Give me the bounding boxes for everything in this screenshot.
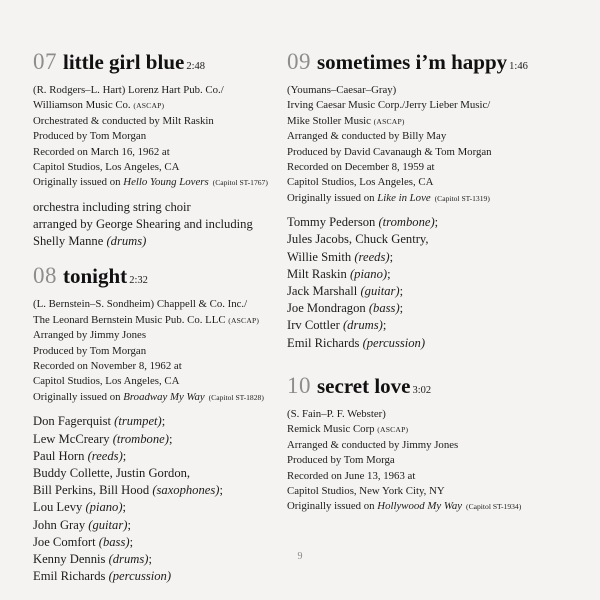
separator: ; [122,500,127,515]
credit-line [287,422,587,437]
track-credits [33,83,305,191]
personnel-line [33,482,305,499]
credit-line [33,344,305,359]
musician-name: John Gray [33,517,89,532]
musician-name: Paul Horn [33,448,88,463]
credit-line [287,469,587,484]
credit-line [33,175,305,190]
musician-name: Tommy Pederson [287,215,379,230]
credit-text: The Leonard Bernstein Music Pub. Co. LLC [33,313,229,326]
personnel-line [287,300,587,317]
instrument: (guitar) [360,284,400,299]
musician-name: Jack Marshall [287,284,361,299]
track-number: 10 [287,372,311,398]
track-heading [287,374,587,403]
instrument: (drums) [108,551,149,566]
personnel-line [33,448,305,465]
rights-org: (ASCAP) [377,425,409,435]
musician-name: Emil Richards [287,335,363,350]
musician-name: Shelly Manne [33,234,107,249]
track-heading [33,264,305,293]
catalog-number: (Capitol ST-1934) [466,502,522,512]
musician-name: Kenny Dennis [33,551,109,566]
track-duration: 3:02 [412,384,432,396]
credit-line [287,453,587,468]
separator: ; [129,534,134,549]
track-duration: 2:48 [186,61,205,72]
personnel-line [287,335,587,352]
credit-text: Produced by Tom Morgan [33,130,147,143]
credit-text: Arranged & conducted by Billy May [287,130,447,143]
album-title: Hollywood My Way [377,500,463,513]
instrument: (reeds) [354,249,390,264]
credit-line [33,374,305,389]
credit-line [33,114,305,129]
musician-name: Lou Levy [33,500,86,515]
personnel-line [33,431,305,448]
credit-line [33,160,305,175]
credit-line [287,438,587,453]
album-title: Like in Love [377,191,431,204]
credit-text: Mike Stoller Music [287,114,374,127]
credit-text: Recorded on November 8, 1962 at [33,360,182,373]
instrument: (percussion) [362,335,426,350]
separator: ; [127,517,131,532]
credit-line [33,390,305,405]
album-title: Hello Young Lovers [123,176,209,189]
personnel-line [33,499,305,516]
instrument: (drums) [342,318,383,333]
track-title: secret love [317,373,411,398]
credit-text: Arranged by Jimmy Jones [33,329,147,342]
credit-text: Remick Music Corp [287,423,378,436]
separator: ; [382,318,387,333]
musician-name: Emil Richards [33,569,109,584]
separator: ; [399,301,404,316]
track-title: little girl blue [63,50,185,74]
credit-line [287,160,587,175]
credit-line [287,129,587,144]
credit-text: Originally issued on [287,500,378,513]
musician-name: Jules Jacobs, Chuck Gentry, [287,232,429,247]
track-duration: 2:32 [129,275,148,287]
track-duration: 1:46 [509,61,528,72]
track-07 [33,50,305,250]
credit-text: Produced by Tom Morgan [33,344,147,357]
personnel-line [287,231,587,248]
personnel-line [287,214,587,231]
track-credits [287,83,587,206]
credit-text: Originally issued on [33,390,124,403]
instrument: (percussion) [108,569,172,584]
credit-line [33,145,305,160]
separator: ; [399,284,404,299]
album-title: Broadway My Way [123,390,205,403]
track-number: 09 [287,49,311,74]
track-10 [287,374,587,515]
credit-line [33,359,305,374]
credit-text: Recorded on December 8, 1959 at [287,161,435,174]
note-line: orchestra including string choir [33,199,191,214]
right-column [287,50,587,529]
catalog-number: (Capitol ST-1828) [208,392,264,402]
credit-text: Originally issued on [33,176,124,189]
musician-name: Milt Raskin [287,266,350,281]
track-title: tonight [63,264,128,289]
credit-text: (S. Fain–P. F. Webster) [287,407,386,420]
separator: ; [168,431,173,446]
instrument: (drums) [106,234,147,249]
instrument: (bass) [98,534,130,549]
track-heading [287,50,587,79]
credit-line [287,83,587,98]
instrument: (bass) [368,301,400,316]
credit-line [287,499,587,514]
credit-text: Produced by David Cavanaugh & Tom Morgan [287,145,492,158]
personnel-line [287,266,587,283]
left-column [33,50,305,599]
track-credits [287,407,587,515]
personnel-line [33,465,305,482]
track-personnel [287,214,587,352]
catalog-number: (Capitol ST-1319) [434,193,490,203]
instrument: (guitar) [88,517,128,532]
personnel-line [33,534,305,551]
credit-line [33,83,305,98]
separator: ; [387,266,391,281]
credit-text: Williamson Music Co. [33,99,134,112]
credit-text: Arranged & conducted by Jimmy Jones [287,438,459,451]
instrument: (trombone) [112,431,169,446]
separator: ; [161,414,166,429]
credit-line [287,114,587,129]
instrument: (piano) [349,266,388,281]
note-line: arranged by George Shearing and including [33,217,253,232]
track-number: 08 [33,263,57,289]
musician-name: Willie Smith [287,249,355,264]
personnel-line [33,517,305,534]
rights-org: (ASCAP) [228,315,260,325]
personnel-line [33,568,305,585]
personnel-line [33,233,305,250]
musician-name: Irv Cottler [287,318,343,333]
credit-line [33,313,305,328]
separator: ; [148,551,152,566]
separator: ; [122,448,127,463]
credit-line [33,297,305,312]
separator: ; [219,483,223,498]
credit-text: (R. Rodgers–L. Hart) Lorenz Hart Pub. Co./ [33,84,224,96]
personnel-line [287,283,587,300]
musician-name: Bill Perkins, Bill Hood [33,483,153,498]
credit-line [33,328,305,343]
credit-text: Recorded on March 16, 1962 at [33,145,170,158]
personnel-line [33,413,305,430]
credit-text: Recorded on June 13, 1963 at [287,469,416,482]
track-title: sometimes i’m happy [317,50,508,74]
credit-line [287,484,587,499]
instrument: (piano) [85,500,123,515]
personnel-line [287,249,587,266]
track-09 [287,50,587,352]
credit-text: Capitol Studios, Los Angeles, CA [33,375,180,388]
credit-text: Capitol Studios, New York City, NY [287,484,445,497]
credit-text: Orchestrated & conducted by Milt Raskin [33,114,214,127]
track-notes [33,199,305,251]
instrument: (trombone) [378,215,435,230]
separator: ; [434,215,439,230]
credit-line [33,129,305,144]
rights-org: (ASCAP) [133,101,165,111]
page-number: 9 [297,551,303,562]
catalog-number: (Capitol ST-1767) [212,178,268,188]
track-credits [33,297,305,405]
musician-name: Buddy Collette, Justin Gordon, [33,465,191,480]
credit-text: Capitol Studios, Los Angeles, CA [33,161,180,174]
musician-name: Joe Comfort [33,534,99,549]
musician-name: Joe Mondragon [287,301,369,316]
credit-line [287,191,587,206]
credit-text: Originally issued on [287,191,378,204]
separator: ; [389,249,394,264]
musician-name: Lew McCreary [33,431,113,446]
credit-line [287,407,587,422]
track-number: 07 [33,49,57,74]
credit-line [287,175,587,190]
credit-text: (Youmans–Caesar–Gray) [287,84,397,96]
credit-text: Produced by Tom Morga [287,454,395,467]
credit-line [287,145,587,160]
track-heading [33,50,305,79]
track-08 [33,264,305,585]
rights-org: (ASCAP) [373,116,405,126]
credit-line [287,98,587,113]
credit-text: Irving Caesar Music Corp./Jerry Lieber Music/ [287,99,491,112]
credit-text: (L. Bernstein–S. Sondheim) Chappell & Co. Inc./ [33,298,248,311]
musician-name: Don Fagerquist [33,414,115,429]
instrument: (reeds) [87,448,123,463]
instrument: (trumpet) [114,414,162,429]
credit-text: Capitol Studios, Los Angeles, CA [287,176,434,189]
instrument: (saxophones) [152,483,220,498]
credit-line [33,98,305,113]
personnel-line [287,317,587,334]
